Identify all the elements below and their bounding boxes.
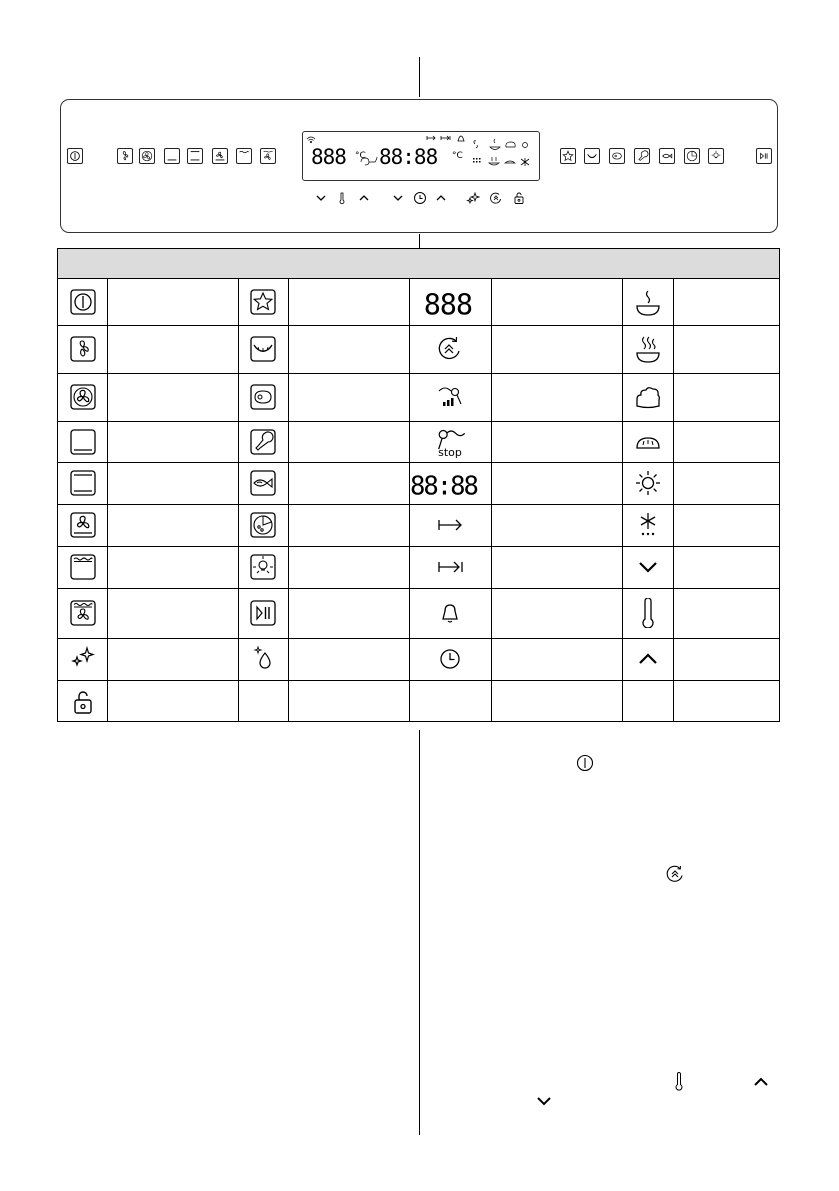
power-icon bbox=[68, 287, 98, 317]
panel-play-pause-button[interactable] bbox=[756, 148, 772, 164]
panel-lamp-button[interactable] bbox=[708, 148, 724, 164]
fan-steam-icon bbox=[118, 149, 132, 163]
steam-bowl-icon bbox=[633, 287, 663, 317]
bottom-heat-icon bbox=[165, 149, 179, 163]
clock-icon bbox=[413, 191, 427, 205]
legend-fish-icon bbox=[238, 462, 288, 504]
legend-defrost-icon bbox=[622, 504, 673, 546]
panel-star-button[interactable] bbox=[560, 148, 576, 164]
bowl-double-steam-icon bbox=[633, 334, 663, 364]
panel-fan-bottom-heat-button[interactable] bbox=[212, 148, 228, 164]
svg-text:88:88: 88:88 bbox=[410, 471, 477, 498]
legend-sun-icon bbox=[622, 462, 673, 504]
legend-steam-bowl-icon bbox=[622, 278, 673, 325]
fan-bottom-heat-icon bbox=[68, 510, 98, 540]
play-pause-icon bbox=[757, 149, 771, 163]
defrost-mini-icon bbox=[521, 158, 529, 166]
legend-chevron-up-icon bbox=[622, 638, 673, 680]
lock-icon bbox=[512, 191, 526, 205]
legend-play-pause-icon bbox=[238, 588, 288, 638]
panel-croissant-button[interactable] bbox=[584, 148, 600, 164]
pizza-icon bbox=[685, 149, 699, 163]
legend-water-drop-icon bbox=[238, 638, 288, 680]
panel-grill-fan-button[interactable] bbox=[260, 148, 276, 164]
sparkle-icon bbox=[68, 644, 98, 674]
legend-fan-bottom-heat-icon bbox=[58, 504, 107, 546]
dough-rising-icon bbox=[633, 382, 663, 412]
center-divider-top bbox=[419, 57, 420, 97]
panel-pizza-button[interactable] bbox=[684, 148, 700, 164]
panel-fish-button[interactable] bbox=[659, 148, 675, 164]
wifi-icon bbox=[307, 137, 315, 143]
sparkle-icon bbox=[466, 191, 480, 205]
panel-chicken-leg-button[interactable] bbox=[634, 148, 650, 164]
legend-rapid-heat-icon bbox=[409, 325, 491, 373]
legend-row-divider bbox=[58, 680, 779, 681]
panel-fan-ring-button[interactable] bbox=[139, 148, 155, 164]
legend-col-divider bbox=[673, 278, 674, 721]
lamp-icon bbox=[248, 552, 278, 582]
play-pause-icon bbox=[248, 598, 278, 628]
display-degree-unit: °C bbox=[355, 151, 366, 161]
bread-mini-icon bbox=[505, 161, 515, 163]
fan-bottom-heat-icon bbox=[213, 149, 227, 163]
inline-power-icon bbox=[574, 752, 596, 774]
end-time-icon bbox=[435, 552, 465, 582]
legend-bottom-heat-icon bbox=[58, 421, 107, 462]
panel-top-bottom-heat-button[interactable] bbox=[187, 148, 203, 164]
bread-icon bbox=[633, 427, 663, 457]
center-divider-bottom bbox=[419, 730, 420, 1135]
legend-fan-steam-icon bbox=[58, 325, 107, 373]
panel-temp-down-button[interactable] bbox=[314, 190, 328, 204]
bell-mini-icon bbox=[458, 136, 464, 141]
legend-grill-icon bbox=[58, 546, 107, 588]
legend-croissant-icon bbox=[238, 325, 288, 373]
bottom-heat-icon bbox=[68, 427, 98, 457]
display-time-digits: 88:88 bbox=[379, 145, 438, 169]
bowl-double-steam-mini-icon bbox=[489, 157, 499, 165]
legend-lock-icon bbox=[58, 680, 107, 723]
meat-icon bbox=[610, 149, 624, 163]
end-time-mini-icon bbox=[441, 136, 450, 140]
legend-grill-fan-icon bbox=[58, 588, 107, 638]
chevron-down-icon bbox=[314, 191, 328, 205]
power-icon bbox=[68, 149, 82, 163]
legend-clock-display-icon bbox=[409, 462, 491, 504]
panel-lock-button[interactable] bbox=[512, 190, 526, 204]
duration-icon bbox=[435, 510, 465, 540]
panel-time-down-button[interactable] bbox=[391, 190, 405, 204]
chevron-up-icon bbox=[357, 191, 371, 205]
fish-icon bbox=[660, 149, 674, 163]
panel-time-up-button[interactable] bbox=[434, 190, 448, 204]
legend-col-divider bbox=[288, 278, 289, 721]
fish-icon bbox=[248, 468, 278, 498]
legend-power-icon bbox=[58, 278, 107, 325]
bell-icon bbox=[435, 598, 465, 628]
grill-icon bbox=[237, 149, 251, 163]
legend-bread-icon bbox=[622, 421, 673, 462]
legend-chicken-leg-icon bbox=[238, 421, 288, 462]
probe-stop-label: stop bbox=[438, 445, 462, 459]
panel-temp-button[interactable] bbox=[335, 190, 349, 204]
panel-fan-steam-button[interactable] bbox=[117, 148, 133, 164]
clock-display-icon bbox=[410, 468, 490, 498]
grill-icon bbox=[68, 552, 98, 582]
meat-probe-icon bbox=[435, 382, 465, 412]
chicken-leg-icon bbox=[635, 149, 649, 163]
legend-header-band bbox=[58, 249, 779, 279]
legend-bowl-double-steam-icon bbox=[622, 325, 673, 373]
lock-icon bbox=[68, 687, 98, 717]
symbols-legend-table bbox=[57, 248, 780, 722]
meat-icon bbox=[248, 382, 278, 412]
legend-meat-probe-icon bbox=[409, 373, 491, 421]
legend-star-icon bbox=[238, 278, 288, 325]
steam-bowl-mini-icon bbox=[490, 139, 500, 150]
fan-steam-mini-icon bbox=[474, 141, 477, 148]
panel-bottom-heat-button[interactable] bbox=[164, 148, 180, 164]
chevron-up-icon bbox=[434, 191, 448, 205]
legend-thermometer-icon bbox=[622, 588, 673, 638]
legend-end-time-icon bbox=[409, 546, 491, 588]
star-icon bbox=[248, 287, 278, 317]
thermometer-icon bbox=[335, 191, 349, 205]
defrost-icon bbox=[633, 510, 663, 540]
rapid-heat-icon bbox=[489, 191, 503, 205]
legend-top-bottom-heat-icon bbox=[58, 462, 107, 504]
inline-chevron-up-icon bbox=[750, 1071, 772, 1093]
panel-power-button[interactable] bbox=[67, 148, 83, 164]
clock-icon bbox=[435, 644, 465, 674]
legend-meat-icon bbox=[238, 373, 288, 421]
display-degree-unit-2: °C bbox=[452, 151, 463, 161]
legend-col-divider bbox=[491, 278, 492, 721]
legend-duration-icon bbox=[409, 504, 491, 546]
top-bottom-heat-icon bbox=[68, 468, 98, 498]
legend-col-divider bbox=[107, 278, 108, 721]
panel-display bbox=[302, 131, 540, 181]
sun-mini-icon bbox=[523, 143, 528, 148]
panel-meat-button[interactable] bbox=[609, 148, 625, 164]
panel-grill-button[interactable] bbox=[236, 148, 252, 164]
dough-mini-icon bbox=[506, 142, 515, 147]
panel-rapid-heat-button[interactable] bbox=[489, 190, 503, 204]
legend-probe-stop-icon bbox=[409, 421, 491, 462]
panel-temp-up-button[interactable] bbox=[357, 190, 371, 204]
chevron-down-icon bbox=[633, 552, 663, 582]
legend-clock-icon bbox=[409, 638, 491, 680]
legend-chevron-down-icon bbox=[622, 546, 673, 588]
inline-thermometer-icon bbox=[668, 1071, 690, 1093]
croissant-icon bbox=[248, 334, 278, 364]
grill-fan-icon bbox=[68, 598, 98, 628]
chicken-leg-icon bbox=[248, 427, 278, 457]
center-divider-mid bbox=[419, 234, 420, 248]
inline-chevron-down-icon bbox=[533, 1090, 555, 1112]
duration-mini-icon bbox=[427, 136, 435, 140]
panel-clean-button[interactable] bbox=[466, 190, 480, 204]
thermometer-icon bbox=[633, 598, 663, 628]
croissant-icon bbox=[585, 149, 599, 163]
chevron-down-icon bbox=[391, 191, 405, 205]
sun-icon bbox=[633, 468, 663, 498]
legend-lamp-icon bbox=[238, 546, 288, 588]
rapid-heat-icon bbox=[435, 334, 465, 364]
chevron-up-icon bbox=[633, 644, 663, 674]
legend-dough-rising-icon bbox=[622, 373, 673, 421]
legend-bell-icon bbox=[409, 588, 491, 638]
display-temp-digits: 888 bbox=[311, 145, 346, 169]
water-drop-icon bbox=[248, 644, 278, 674]
three-digit-display-icon bbox=[421, 286, 479, 318]
star-icon bbox=[561, 149, 575, 163]
svg-text:888: 888 bbox=[423, 287, 472, 318]
legend-three-digit-display-icon bbox=[409, 278, 491, 325]
panel-clock-button[interactable] bbox=[413, 190, 427, 204]
pizza-icon bbox=[248, 510, 278, 540]
fan-steam-icon bbox=[68, 334, 98, 364]
legend-fan-ring-icon bbox=[58, 373, 107, 421]
top-bottom-heat-icon bbox=[188, 149, 202, 163]
legend-sparkle-icon bbox=[58, 638, 107, 680]
grill-fan-icon bbox=[261, 149, 275, 163]
legend-pizza-icon bbox=[238, 504, 288, 546]
fan-ring-icon bbox=[140, 149, 154, 163]
probe-mini-icon bbox=[369, 157, 377, 162]
lamp-icon bbox=[709, 149, 723, 163]
inline-rapid-heat-icon bbox=[664, 863, 686, 885]
fan-ring-icon bbox=[68, 382, 98, 412]
bars-mini-icon bbox=[473, 158, 481, 163]
